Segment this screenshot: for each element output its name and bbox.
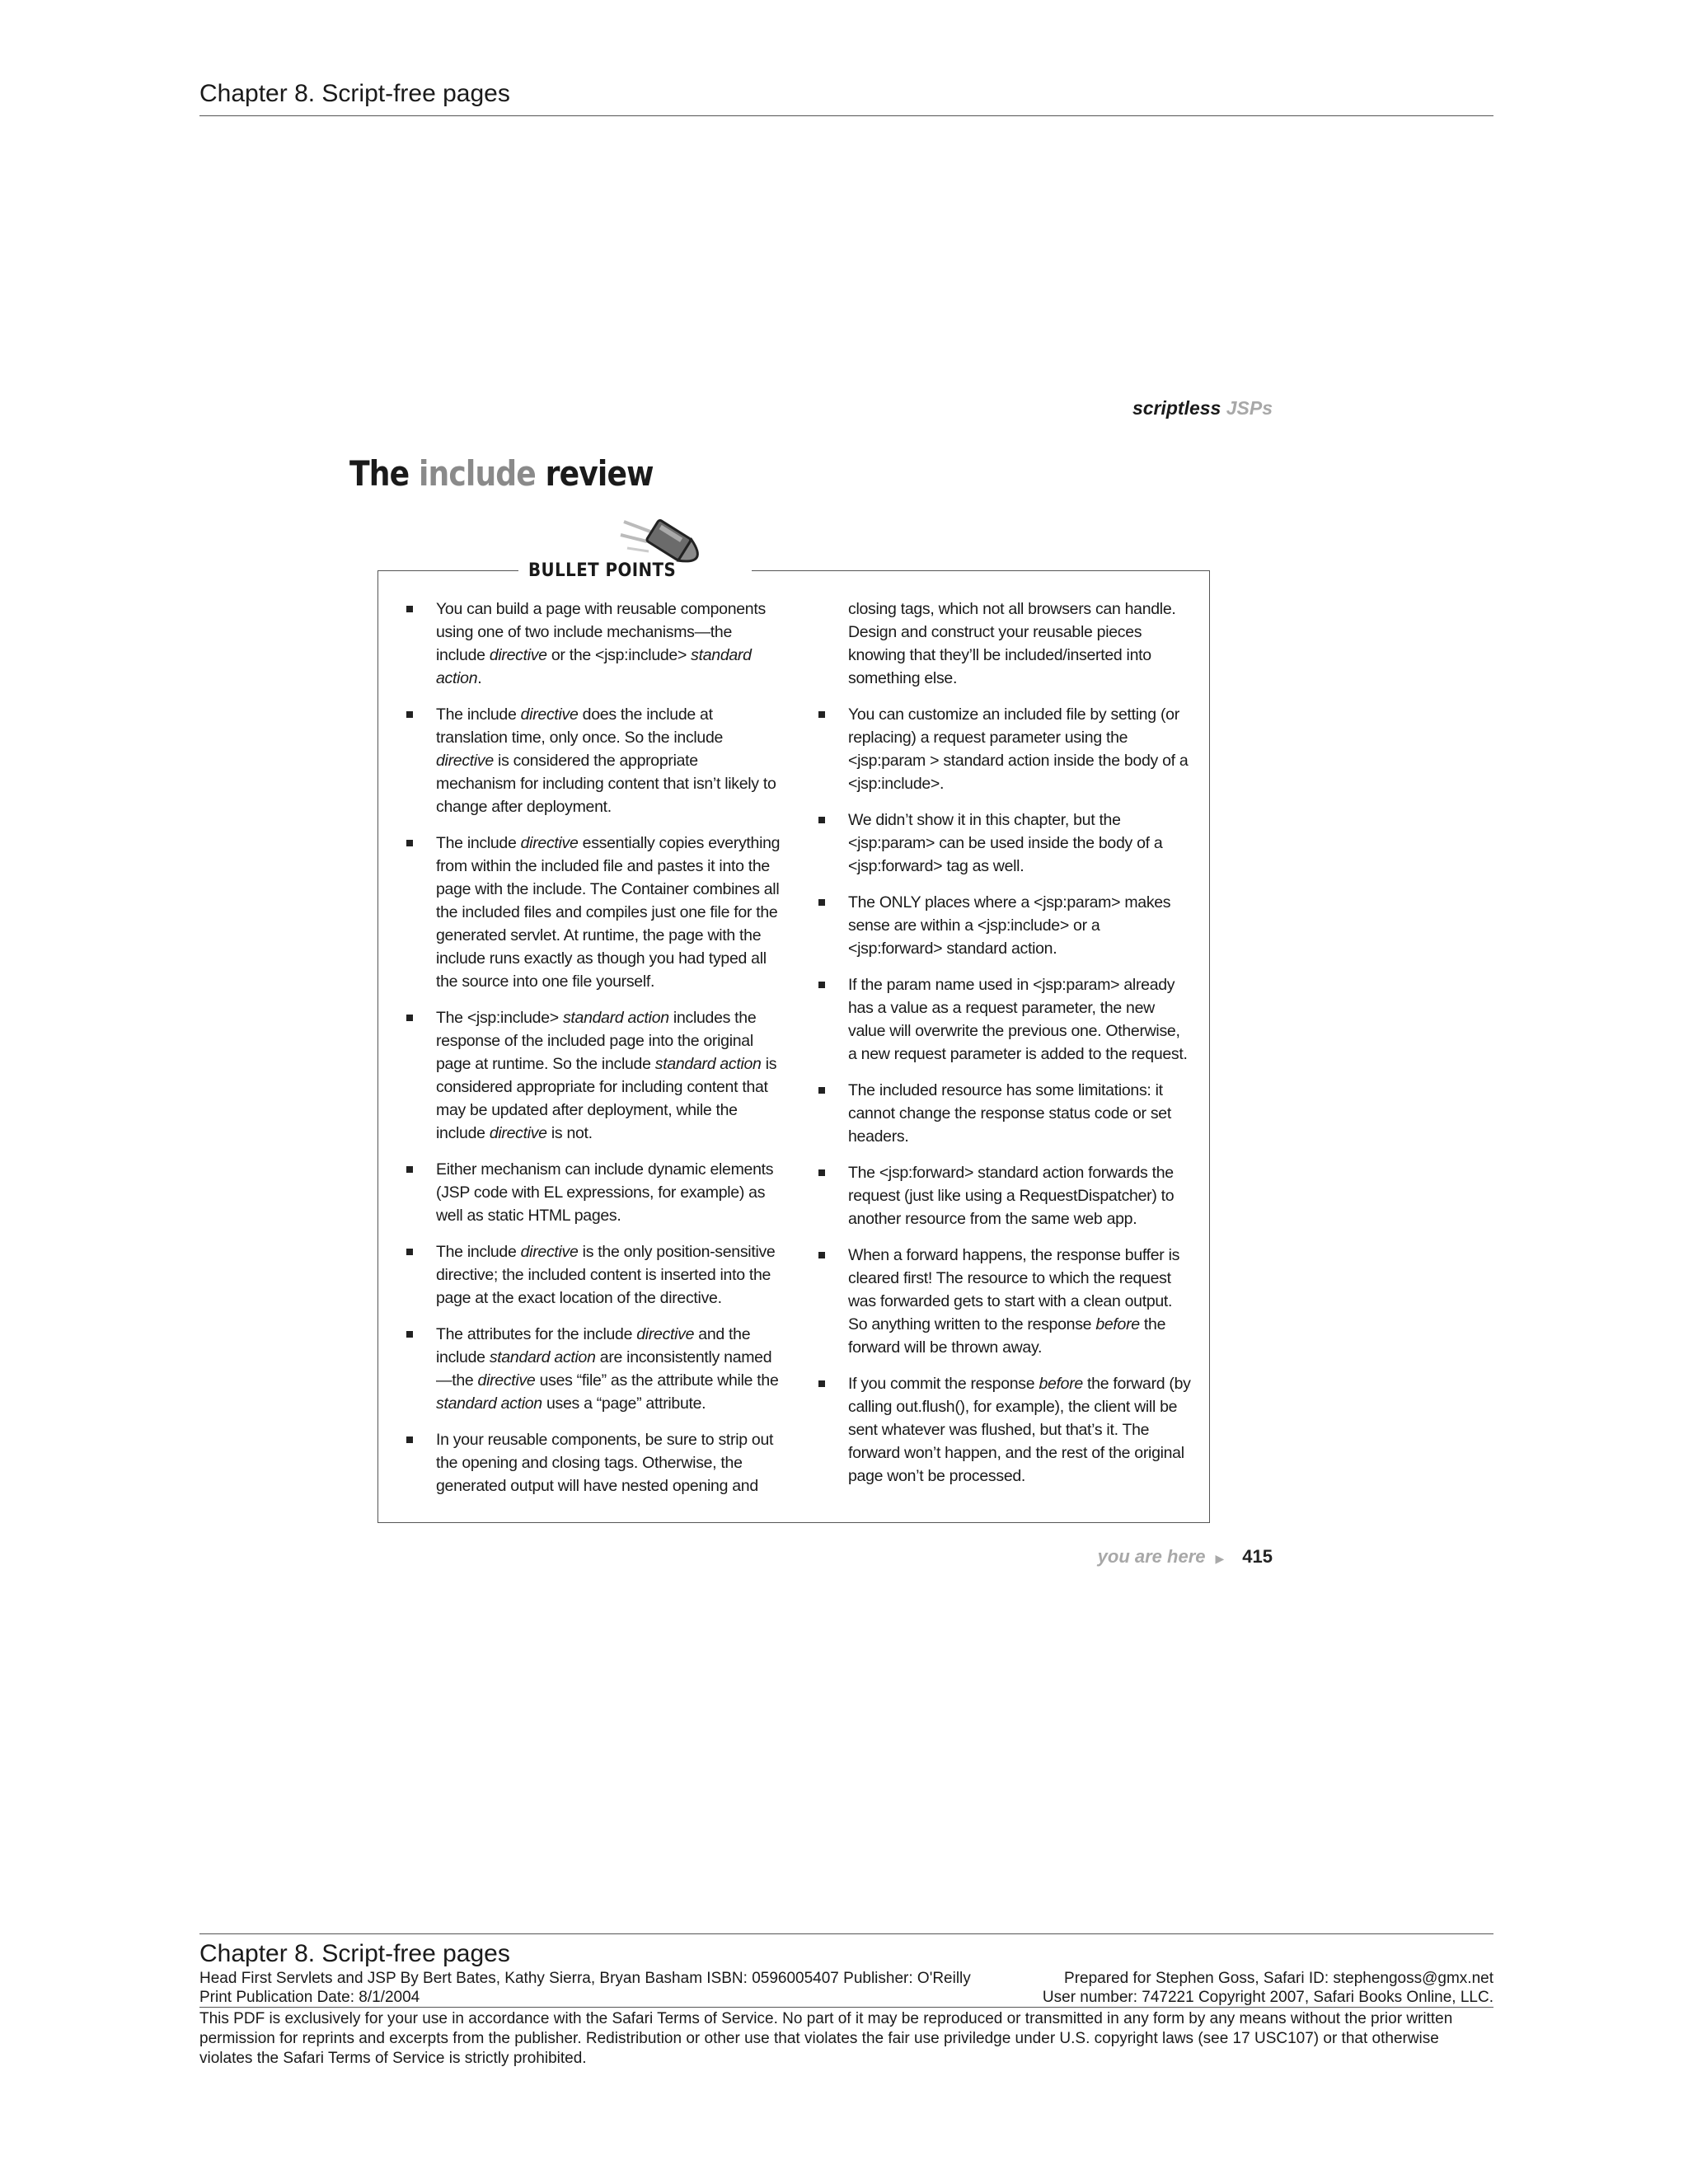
bullet-item: The <jsp:include> standard action includes the response of the included page into the original page at runtime. So the include standard action is considered appropriate for including content that may be updated after deployment, while the include directive is not. [401,1006,781,1145]
footer-row-pub [199,1988,1493,2008]
emphasis: directive [520,834,579,852]
footer-legal: This PDF is exclusively for your use in accordance with the Safari Terms of Service. No part of it may be reproduced or transmitted in any form by any means without the prior written permission for reprints and excerpts from the publisher. Redistribution or other use that violates the fair use priviledge under U.S. copyright laws (see 17 USC107) or that otherwise violates the Safari Terms of Service is strictly prohibited. [199,2010,1453,2067]
bullet-item: If the param name used in <jsp:param> already has a value as a request parameter, the new value will overwrite the previous one. Otherwise, a new request parameter is added to the request. [814,973,1193,1066]
triangle-right-icon: ▶ [1215,1552,1225,1565]
emphasis: standard action [436,1394,542,1413]
bullet-item: If you commit the response before the forward (by calling out.flush(), for example), the client will be sent whatever was flushed, but that’s it. The forward won’t happen, and the rest of the original page won’t be processed. [814,1372,1193,1488]
emphasis: before [1039,1375,1083,1393]
document-footer [199,1933,1493,2069]
emphasis: directive [489,1124,547,1142]
bullet-item: The included resource has some limitations: it cannot change the response status code or set headers. [814,1079,1193,1148]
footer-user-number: User number: 747221 Copyright 2007, Safari Books Online, LLC. [1042,1989,1493,2006]
bullet-item: We didn’t show it in this chapter, but the <jsp:param> can be used inside the body of a <jsp:forward> tag as well. [814,808,1193,878]
running-head [989,397,1273,419]
emphasis: before [1095,1315,1140,1333]
section-title-highlight: include [418,453,536,494]
bullet-item: You can customize an included file by setting (or replacing) a request parameter using the <jsp:param > standard action inside the body of a <jsp:include>. [814,703,1193,795]
bullet-item: The include directive essentially copies everything from within the included file and pastes it into the page with the include. The Container combines all the included files and compiles just one file for the generated servlet. At runtime, the page with the include runs exactly as though you had typed all the source into one file yourself. [401,832,781,993]
footer-book-line: Head First Servlets and JSP By Bert Bates, Kathy Sierra, Bryan Basham ISBN: 0596005407 Publisher: O'Reilly [199,1970,971,1987]
emphasis: standard action [654,1055,762,1073]
footer-row-book [199,1969,1493,1988]
section-title-after: review [535,453,654,494]
emphasis: directive [520,1243,579,1261]
bullet-points-box [377,560,1210,1523]
emphasis: standard action [436,646,752,687]
section-title [349,453,654,494]
bullet-item: In your reusable components, be sure to strip out the opening and closing tags. Otherwise, the generated output will have nested opening and [401,1428,781,1497]
emphasis: directive [520,705,579,724]
bullet-item: The attributes for the include directive and the include standard action are inconsistently named—the directive uses “file” as the attribute while the standard action uses a “page” attribute. [401,1323,781,1415]
bullet-item: Either mechanism can include dynamic elements (JSP code with EL expressions, for example) as well as static HTML pages. [401,1158,781,1227]
chapter-header: Chapter 8. Script-free pages [199,77,1493,116]
section-title-before: The [349,453,419,494]
footer-chapter: Chapter 8. Script-free pages [199,1940,510,1967]
emphasis: standard action [562,1009,669,1027]
bullet-item: The include directive does the include at translation time, only once. So the include directive is considered the appropriate mechanism for including content that isn’t likely to change after deployment. [401,703,781,818]
running-head-bold: scriptless [1132,397,1221,419]
bullet-item: The include directive is the only position-sensitive directive; the included content is inserted into the page at the exact location of the directive. [401,1240,781,1310]
bullet-item-continuation: closing tags, which not all browsers can handle. Design and construct your reusable pieces knowing that they’ll be included/inserted into something else. [848,600,1176,687]
you-are-here: you are here [1097,1546,1206,1567]
emphasis: directive [636,1325,695,1343]
bullet-item: When a forward happens, the response buffer is cleared first! The resource to which the request was forwarded gets to start with a clean output. So anything written to the response before the forward will be thrown away. [814,1244,1193,1359]
bullet-column-right [814,598,1193,1501]
bullet-item: The ONLY places where a <jsp:param> makes sense are within a <jsp:include> or a <jsp:forward> standard action. [814,891,1193,960]
running-head-light: JSPs [1226,397,1273,419]
bullet-points-label: BULLET POINTS [528,560,677,581]
bullet-item: You can build a page with reusable components using one of two include mechanisms—the include directive or the <jsp:include> standard action. [401,598,781,690]
emphasis: directive [489,646,547,664]
footer-pub-date: Print Publication Date: 8/1/2004 [199,1989,420,2006]
bullet-item: The <jsp:forward> standard action forwards the request (just like using a RequestDispatcher) to another resource from the same web app. [814,1161,1193,1230]
bullet-icon [617,507,724,581]
bullet-column-left [401,598,781,1511]
emphasis: standard action [489,1348,596,1366]
emphasis: directive [436,752,494,770]
footer-prepared: Prepared for Stephen Goss, Safari ID: stephengoss@gmx.net [1064,1970,1493,1987]
page-number: 415 [1242,1546,1273,1567]
emphasis: directive [477,1371,536,1390]
page-foot [989,1546,1273,1568]
